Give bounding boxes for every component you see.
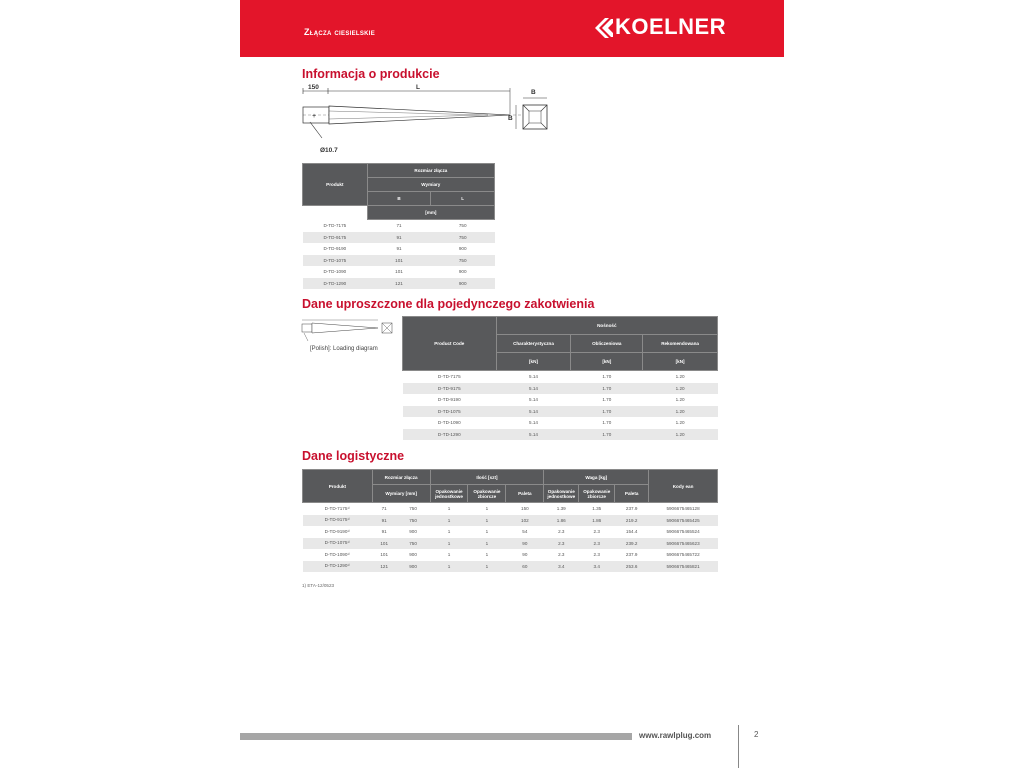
page-number: 2: [754, 730, 759, 739]
product-drawing: [298, 80, 578, 160]
cell: D-TD-1075: [303, 255, 368, 267]
cell: 1.70: [571, 383, 643, 395]
loading-diagram-caption: [Polish]: Loading diagram: [310, 346, 378, 352]
t1-body: [303, 220, 495, 290]
cell: 900: [409, 552, 417, 558]
dim-b-label: B: [531, 89, 536, 96]
th-qty: Ilość [szt]: [430, 470, 544, 485]
cell: 101: [367, 255, 431, 267]
logo-text: KOELNER: [615, 14, 727, 39]
cell: D-TD-7175¹⁾: [324, 505, 351, 511]
th-b: B: [367, 192, 431, 206]
table-row: [303, 278, 495, 290]
th-recommended: Rekomendowana: [643, 335, 718, 353]
cell: 101: [372, 538, 396, 550]
page-header: [240, 0, 784, 57]
cell: 1.39: [556, 506, 566, 512]
th-size: Rozmiar złącza: [372, 470, 430, 485]
cell: 101: [395, 269, 403, 275]
cell: D-TD-1290¹⁾: [303, 561, 373, 573]
cell: 3.4: [544, 561, 579, 573]
th-empty: [303, 206, 368, 220]
table-row: [303, 515, 718, 527]
cell: 90: [522, 552, 528, 558]
th-dims: Wymiary [mm]: [372, 485, 430, 503]
cell: 2.3: [593, 529, 600, 535]
cell: 150: [521, 506, 529, 512]
cell: 1.20: [675, 420, 685, 426]
cell: 1.20: [675, 397, 685, 403]
t3-body: [303, 503, 718, 573]
product-info-table: [302, 163, 495, 289]
cell: 1: [485, 506, 489, 512]
cell: 121: [372, 561, 396, 573]
cell: 1.70: [602, 397, 612, 403]
cell: 750: [396, 538, 430, 550]
cell: 1.35: [592, 506, 602, 512]
cell: 900: [431, 278, 495, 290]
th-unit-pack-weight: Opakowanie jednostkowe: [544, 485, 579, 503]
cell: D-TD-1075¹⁾: [303, 538, 373, 550]
dim-b2-label: B: [508, 115, 513, 122]
cell: 1: [468, 515, 506, 527]
cell: 121: [367, 278, 431, 290]
table-row: [303, 255, 495, 267]
cell: 91: [367, 232, 431, 244]
cell: 102: [506, 515, 544, 527]
cell: 71: [396, 223, 402, 229]
th-product: Produkt: [303, 164, 368, 206]
cell: 5906675465722: [666, 552, 700, 558]
cell: 5.14: [496, 429, 571, 441]
cell: 5.14: [496, 406, 571, 418]
th-dims: Wymiary: [367, 178, 494, 192]
section-title-logistics: Dane logistyczne: [302, 449, 405, 463]
th-unit-1: [kN]: [496, 353, 571, 371]
table-row: [303, 549, 718, 561]
cell: 1: [485, 529, 489, 535]
cell: 5.14: [529, 397, 538, 403]
cell: 5.14: [529, 420, 538, 426]
table-row: [303, 243, 495, 255]
document-page: [240, 0, 784, 768]
cell: 5906675465128: [666, 506, 700, 512]
cell: D-TD-9175: [403, 383, 497, 395]
cell: D-TD-9190: [323, 246, 347, 252]
footnote: 1) ETA-12/0523: [302, 583, 335, 588]
cell: 1.70: [571, 429, 643, 441]
cell: 60: [506, 561, 544, 573]
cell: 2.3: [558, 552, 565, 558]
cell: 750: [431, 232, 495, 244]
table-row: [303, 538, 718, 550]
cell: D-TD-7175: [437, 374, 461, 380]
table-row: [303, 220, 495, 232]
svg-text:+: +: [312, 113, 317, 120]
diameter-label: Ø10.7: [320, 147, 338, 154]
table-row: [403, 394, 718, 406]
t2-body: [403, 371, 718, 441]
th-calculated: Obliczeniowa: [571, 335, 643, 353]
dim-150-label: 150: [308, 84, 319, 91]
header-title: Złącza ciesielskie: [304, 27, 376, 37]
th-bulk-pack: Opakowanie zbiorcze: [468, 485, 506, 503]
table-row: [303, 561, 718, 573]
cell: 219.2: [615, 515, 649, 527]
cell: D-TD-1090¹⁾: [324, 551, 351, 557]
koelner-logo-icon: [595, 18, 613, 38]
th-unit-3: [kN]: [643, 353, 718, 371]
cell: 3.4: [579, 561, 615, 573]
table-row: [403, 406, 718, 418]
th-load: Nośność: [496, 317, 717, 335]
cell: D-TD-9175: [303, 232, 368, 244]
table-row: [303, 266, 495, 278]
cell: 750: [409, 506, 417, 512]
cell: 5906675465821: [649, 561, 718, 573]
cell: D-TD-9175¹⁾: [303, 515, 373, 527]
cell: 2.3: [558, 529, 565, 535]
th-bulk-pack-weight: Opakowanie zbiorcze: [579, 485, 615, 503]
load-capacity-table: [402, 316, 718, 440]
cell: 750: [458, 223, 467, 229]
cell: 91: [381, 529, 387, 535]
cell: 5906675465623: [649, 538, 718, 550]
cell: 253.6: [615, 561, 649, 573]
th-ean: Kody ean: [649, 470, 718, 503]
cell: 101: [380, 552, 389, 558]
footer-bar: [240, 733, 632, 740]
cell: 2.3: [579, 538, 615, 550]
cell: 900: [409, 529, 417, 535]
cell: 1: [430, 561, 468, 573]
th-unit-pack: Opakowanie jednostkowe: [430, 485, 468, 503]
cell: 91: [372, 515, 396, 527]
cell: 54: [522, 529, 528, 535]
cell: 71: [381, 506, 387, 512]
dim-l-label: L: [416, 84, 420, 91]
cell: 900: [458, 269, 467, 275]
cell: 1: [485, 552, 489, 558]
table-row: [403, 383, 718, 395]
cell: 2.3: [544, 538, 579, 550]
cell: D-TD-1290: [403, 429, 497, 441]
cell: 154.4: [625, 529, 638, 535]
cell: 90: [506, 538, 544, 550]
table-row: [403, 371, 718, 383]
table-row: [403, 417, 718, 429]
table-row: [303, 526, 718, 538]
th-weight: Waga [kg]: [544, 470, 649, 485]
cell: 1.70: [602, 374, 612, 380]
cell: D-TD-9190: [437, 397, 461, 403]
cell: 1.20: [643, 383, 718, 395]
cell: 1: [468, 538, 506, 550]
th-product: Produkt: [303, 470, 373, 503]
cell: 5906675465425: [649, 515, 718, 527]
th-size: Rozmiar złącza: [367, 164, 494, 178]
cell: D-TD-1075: [403, 406, 497, 418]
cell: 2.3: [593, 552, 600, 558]
cell: 1: [430, 515, 468, 527]
footer-separator: [738, 725, 739, 768]
cell: D-TD-1090: [437, 420, 461, 426]
logistics-table: [302, 469, 718, 572]
cell: 750: [396, 515, 430, 527]
table-row: [303, 503, 718, 515]
loading-diagram: [298, 315, 398, 345]
th-unit: [mm]: [367, 206, 494, 220]
cell: 5.14: [529, 374, 538, 380]
th-pallet: Paleta: [506, 485, 544, 503]
th-l: L: [431, 192, 495, 206]
cell: 1: [447, 506, 451, 512]
cell: 1: [447, 552, 451, 558]
cell: 900: [458, 246, 467, 252]
cell: 900: [396, 561, 430, 573]
cell: 750: [431, 255, 495, 267]
table-row: [403, 429, 718, 441]
cell: 1: [468, 561, 506, 573]
cell: 237.9: [625, 506, 638, 512]
cell: 1.70: [602, 420, 612, 426]
th-characteristic: Charakterystyczna: [496, 335, 571, 353]
cell: 1.20: [643, 429, 718, 441]
cell: 1.86: [579, 515, 615, 527]
cell: 91: [396, 246, 402, 252]
cell: 5.14: [496, 383, 571, 395]
cell: 1: [430, 538, 468, 550]
th-pallet-weight: Paleta: [615, 485, 649, 503]
cell: 1.86: [544, 515, 579, 527]
cell: 1.70: [571, 406, 643, 418]
section-title-info: Informacja o produkcie: [302, 67, 440, 81]
footer-url-link[interactable]: www.rawlplug.com: [639, 731, 712, 740]
koelner-logo: [595, 14, 726, 40]
th-product-code: Product Code: [403, 317, 497, 371]
cell: 1.20: [675, 374, 685, 380]
cell: 1: [447, 529, 451, 535]
th-unit-2: [kN]: [571, 353, 643, 371]
table-row: [303, 232, 495, 244]
cell: 237.9: [625, 552, 638, 558]
cell: D-TD-1090: [323, 269, 347, 275]
cell: 239.2: [615, 538, 649, 550]
cell: 1.20: [643, 406, 718, 418]
cell: 5906675465524: [666, 529, 700, 535]
cell: D-TD-9190¹⁾: [324, 528, 351, 534]
section-title-simplified: Dane uproszczone dla pojedynczego zakotwienia: [302, 297, 595, 311]
cell: D-TD-1290: [303, 278, 368, 290]
cell: D-TD-7175: [323, 223, 347, 228]
